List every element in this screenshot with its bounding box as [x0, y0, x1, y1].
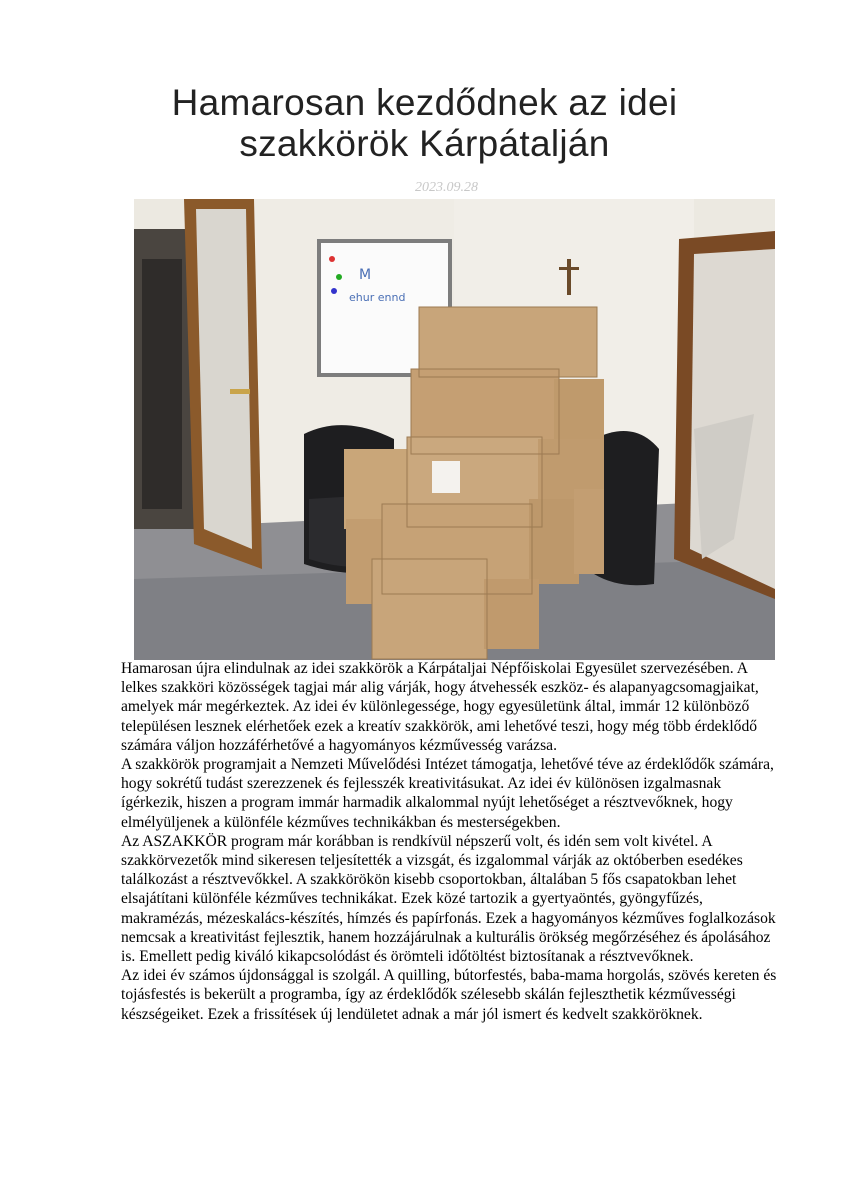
- whiteboard-text-1: M: [359, 267, 372, 283]
- paragraph: Hamarosan újra elindulnak az idei szakkörök a Kárpátaljai Népfőiskolai Egyesület szervezésében. A lelkes szakköri közösségek tagjai már alig várják, hogy átvehessék eszköz- és alapanyagcsomagjaikat, amelyek már megérkeztek. Az idei év különlegessége, hogy egyesületünk által, immár 12 különböző településen lesznek elérhetőek ezek a kreatív szakkörök, ami lehetővé teszi, hogy még több érdeklődő számára váljon hozzáférhetővé a hagyományos kézművesség varázsa.: [121, 660, 759, 754]
- article-photo: [134, 199, 775, 660]
- publish-date: 2023.09.28: [415, 180, 478, 195]
- whiteboard-text-2: ehur ennd: [349, 291, 406, 304]
- photo-illustration: [134, 199, 775, 660]
- title-line-1: Hamarosan kezdődnek az idei: [171, 82, 678, 123]
- paragraph: Az ASZAKKÖR program már korábban is rendkívül népszerű volt, és idén sem volt kivétel. A szakkörvezetők mind sikeresen teljesítették a vizsgát, és izgalommal várják az októberben esedékes találkozást a résztvevőkkel. A szakkörökön kisebb csoportokban, általában 5 fős csapatokban lehet elsajátítani különféle kézműves technikákat. Ezek közé tartozik a gyertyaöntés, gyöngyfűzés, makramézás, mézeskalács-készítés, hímzés és papírfonás. Ezek a hagyományos kézműves foglalkozások nemcsak a kreativitást fejlesztik, hanem hozzájárulnak a kulturális örökség megőrzéséhez és ápolásához is. Emellett pedig kiváló kikapcsolódást és örömteli időtöltést biztosítanak a résztvevőknek.: [121, 832, 776, 966]
- paragraph: Az idei év számos újdonsággal is szolgál. A quilling, bútorfestés, baba-mama horgolás, szövés kereten és tojásfestés is bekerült a programba, így az érdeklődők szélesebb skálán fejleszthetik kézművességi készségeiket. Ezek a frissítések új lendületet adnak a már jól ismert és kedvelt szakköröknek.: [121, 967, 777, 1023]
- title-line-2: szakkörök Kárpátalján: [239, 123, 610, 164]
- article-body: [121, 659, 786, 1024]
- article-title: [0, 82, 849, 164]
- paragraph: A szakkörök programjait a Nemzeti Művelődési Intézet támogatja, lehetővé téve az érdeklődők számára, hogy sokrétű tudást szerezzenek és fejlesszék kreativitásukat. Az idei év különösen izgalmasnak ígérkezik, hiszen a program immár harmadik alkalommal nyújt lehetőséget a résztvevőknek, hogy elmélyüljenek a különféle kézműves technikákban és mesterségekben.: [121, 756, 774, 831]
